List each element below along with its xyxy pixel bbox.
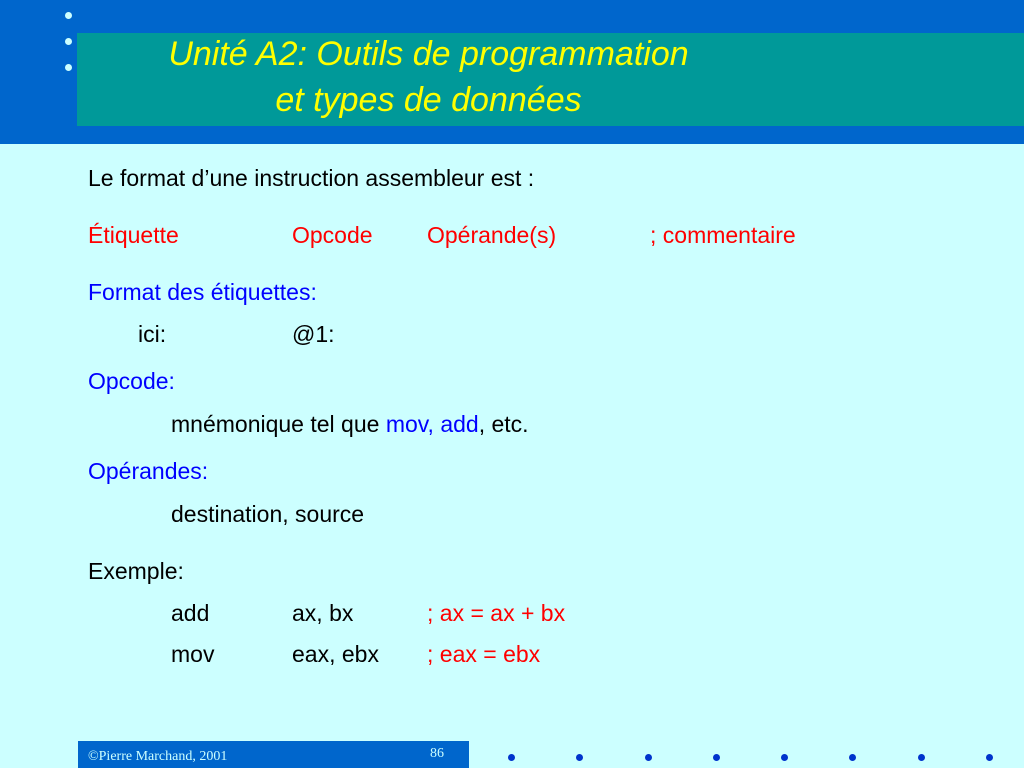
slide-title-line-1: Unité A2: Outils de programmation	[168, 35, 689, 73]
opcode-keyword-mov: mov,	[385, 411, 434, 437]
format-label: Étiquette	[88, 222, 179, 248]
example-heading: Exemple:	[88, 558, 184, 584]
footer-dot-icon	[576, 754, 583, 761]
example-row-op: mov	[171, 641, 215, 667]
example-row-args: ax, bx	[292, 600, 354, 626]
footer-dot-icon	[645, 754, 652, 761]
footer-dot-icon	[508, 754, 515, 761]
footer-dot-icon	[986, 754, 993, 761]
format-operands: Opérande(s)	[427, 222, 557, 248]
slide-title-line-2: et types de données	[275, 81, 582, 119]
example-row-args: eax, ebx	[292, 641, 379, 667]
opcode-heading: Opcode:	[88, 368, 175, 394]
bullet-dot-icon	[65, 12, 72, 19]
header-band	[0, 0, 1024, 144]
footer-dot-icon	[918, 754, 925, 761]
footer-band	[78, 741, 469, 768]
page-number: 86	[430, 746, 444, 761]
copyright-text: ©Pierre Marchand, 2001	[88, 749, 228, 764]
operands-heading: Opérandes:	[88, 458, 209, 484]
opcode-text-after: , etc.	[478, 411, 529, 437]
operands-description: destination, source	[171, 501, 365, 527]
opcode-keyword-add: add	[440, 411, 479, 437]
example-row-comment: ; eax = ebx	[427, 641, 541, 667]
intro-text: Le format d’une instruction assembleur est :	[88, 165, 535, 191]
labels-heading: Format des étiquettes:	[88, 279, 317, 305]
label-example-at1: @1:	[292, 321, 335, 347]
format-opcode: Opcode	[292, 222, 373, 248]
example-row-comment: ; ax = ax + bx	[427, 600, 566, 626]
label-example-ici: ici:	[138, 321, 167, 347]
footer-dot-icon	[781, 754, 788, 761]
opcode-text-before: mnémonique tel que	[171, 411, 386, 437]
example-row-op: add	[171, 600, 210, 626]
footer-dot-icon	[849, 754, 856, 761]
format-comment: ; commentaire	[650, 222, 796, 248]
title-box	[77, 33, 1024, 126]
opcode-description	[171, 410, 529, 438]
footer-dot-icon	[713, 754, 720, 761]
